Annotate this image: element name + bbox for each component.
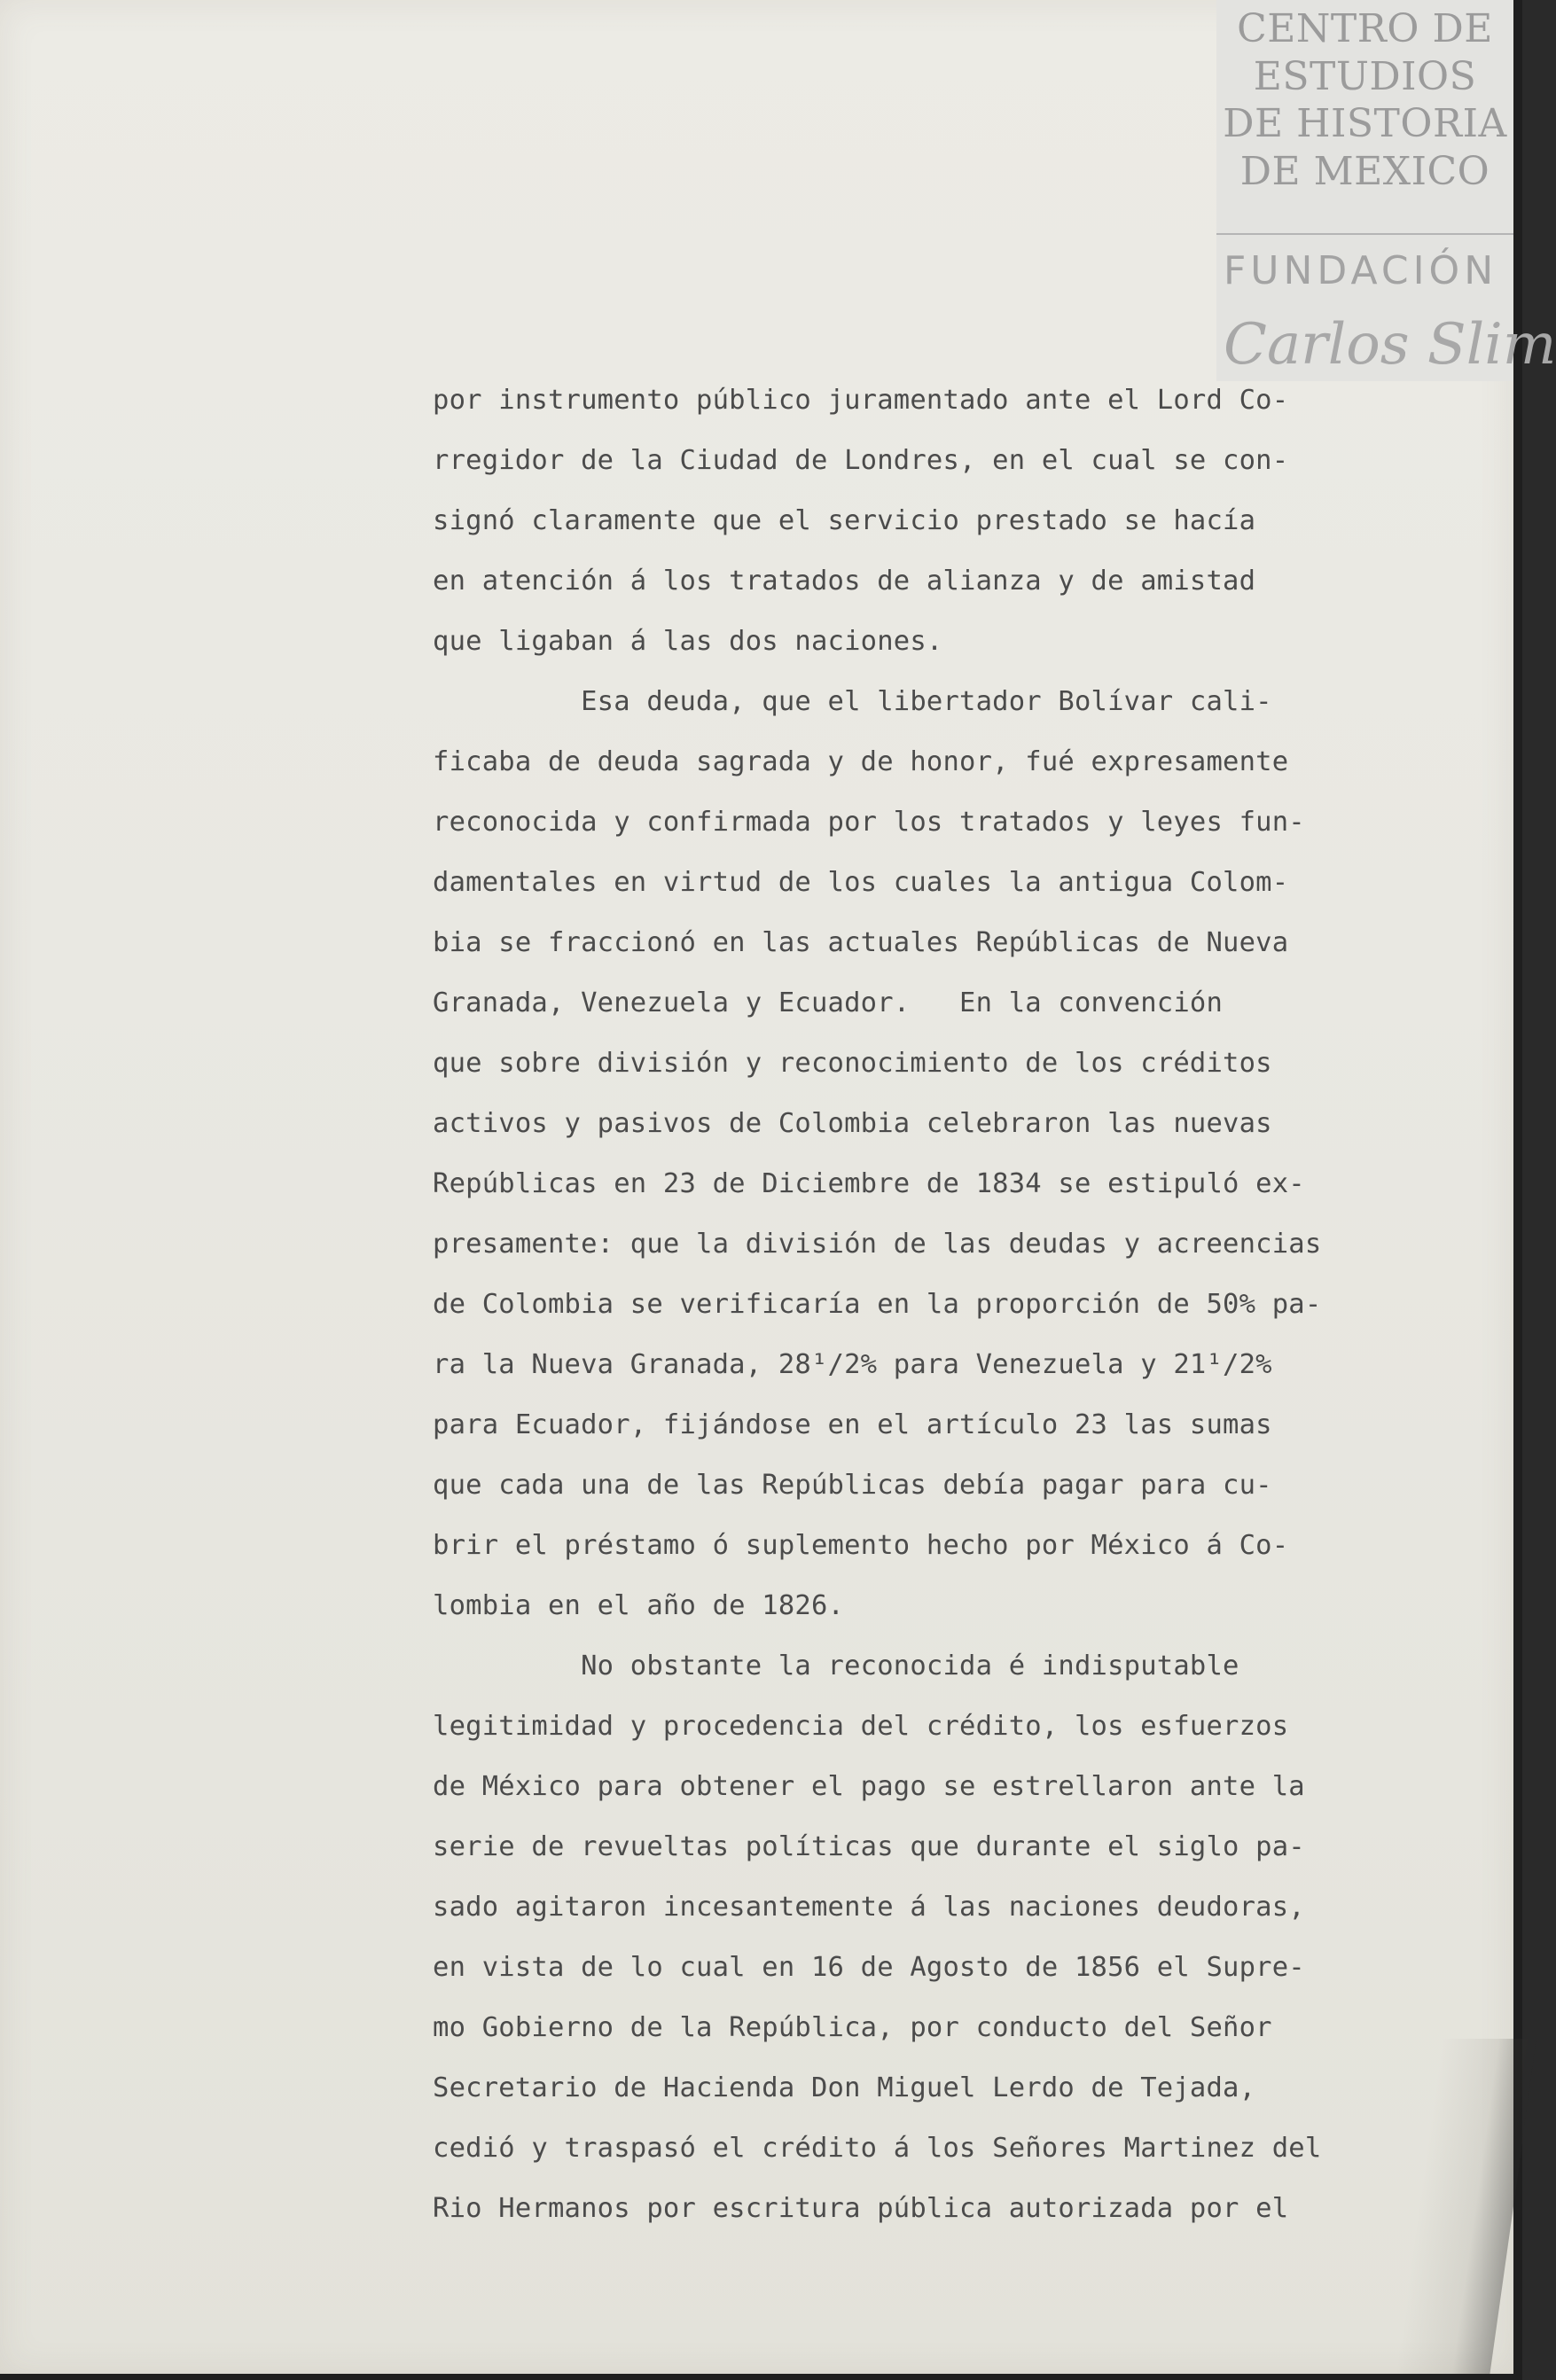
text-line: para Ecuador, fijándose en el artículo 23 las sumas xyxy=(433,1409,1272,1440)
text-line: No obstante la reconocida é indisputable xyxy=(433,1650,1239,1682)
watermark-line: ESTUDIOS xyxy=(1253,53,1477,99)
text-line: Esa deuda, que el libertador Bolívar cali- xyxy=(433,686,1272,717)
text-line: Secretario de Hacienda Don Miguel Lerdo de Tejada, xyxy=(433,2072,1256,2103)
watermark-line: DE HISTORIA xyxy=(1223,101,1507,147)
text-line: reconocida y confirmada por los tratados y leyes fun- xyxy=(433,807,1305,838)
text-line: Rio Hermanos por escritura pública autorizada por el xyxy=(433,2193,1289,2224)
text-line: por instrumento público juramentado ante el Lord Co- xyxy=(433,385,1289,416)
text-line: ra la Nueva Granada, 28¹/2% para Venezuela y 21¹/2% xyxy=(433,1349,1272,1380)
text-line: serie de revueltas políticas que durante el siglo pa- xyxy=(433,1831,1305,1862)
typewritten-body xyxy=(433,371,1461,2239)
text-line: que sobre división y reconocimiento de los créditos xyxy=(433,1048,1272,1079)
text-line: lombia en el año de 1826. xyxy=(433,1590,845,1621)
watermark-line: DE MEXICO xyxy=(1239,149,1490,195)
text-line: cedió y traspasó el crédito á los Señores Martinez del xyxy=(433,2133,1322,2164)
watermark-divider xyxy=(1216,233,1513,235)
text-line: que ligaban á las dos naciones. xyxy=(433,626,943,657)
watermark-line: CENTRO DE xyxy=(1237,6,1493,51)
watermark-foundation-label: FUNDACIÓN xyxy=(1224,248,1498,293)
text-line: en atención á los tratados de alianza y de amistad xyxy=(433,566,1256,597)
text-line: ficaba de deuda sagrada y de honor, fué expresamente xyxy=(433,746,1289,777)
text-line: bia se fraccionó en las actuales Repúblicas de Nueva xyxy=(433,927,1289,958)
text-line: sado agitaron incesantemente á las naciones deudoras, xyxy=(433,1892,1305,1923)
text-line: brir el préstamo ó suplemento hecho por México á Co- xyxy=(433,1530,1289,1561)
text-line: activos y pasivos de Colombia celebraron las nuevas xyxy=(433,1108,1272,1139)
text-line: rregidor de la Ciudad de Londres, en el cual se con- xyxy=(433,445,1289,476)
text-line: Repúblicas en 23 de Diciembre de 1834 se estipuló ex- xyxy=(433,1168,1305,1199)
text-line: mo Gobierno de la República, por conducto del Señor xyxy=(433,2012,1272,2043)
text-line: Granada, Venezuela y Ecuador. En la convención xyxy=(433,987,1224,1018)
watermark-institution-name xyxy=(1216,5,1513,196)
text-line: que cada una de las Repúblicas debía pagar para cu- xyxy=(433,1470,1272,1501)
text-line: damentales en virtud de los cuales la antigua Colom- xyxy=(433,867,1289,898)
text-line: en vista de lo cual en 16 de Agosto de 1856 el Supre- xyxy=(433,1952,1305,1983)
text-line: presamente: que la división de las deudas y acreencias xyxy=(433,1229,1322,1260)
text-line: de México para obtener el pago se estrellaron ante la xyxy=(433,1771,1305,1802)
text-line: de Colombia se verificaría en la proporción de 50% pa- xyxy=(433,1289,1322,1320)
text-line: signó claramente que el servicio prestado se hacía xyxy=(433,505,1256,536)
watermark-signature: Carlos Slim xyxy=(1224,312,1556,378)
text-line: legitimidad y procedencia del crédito, los esfuerzos xyxy=(433,1711,1289,1742)
